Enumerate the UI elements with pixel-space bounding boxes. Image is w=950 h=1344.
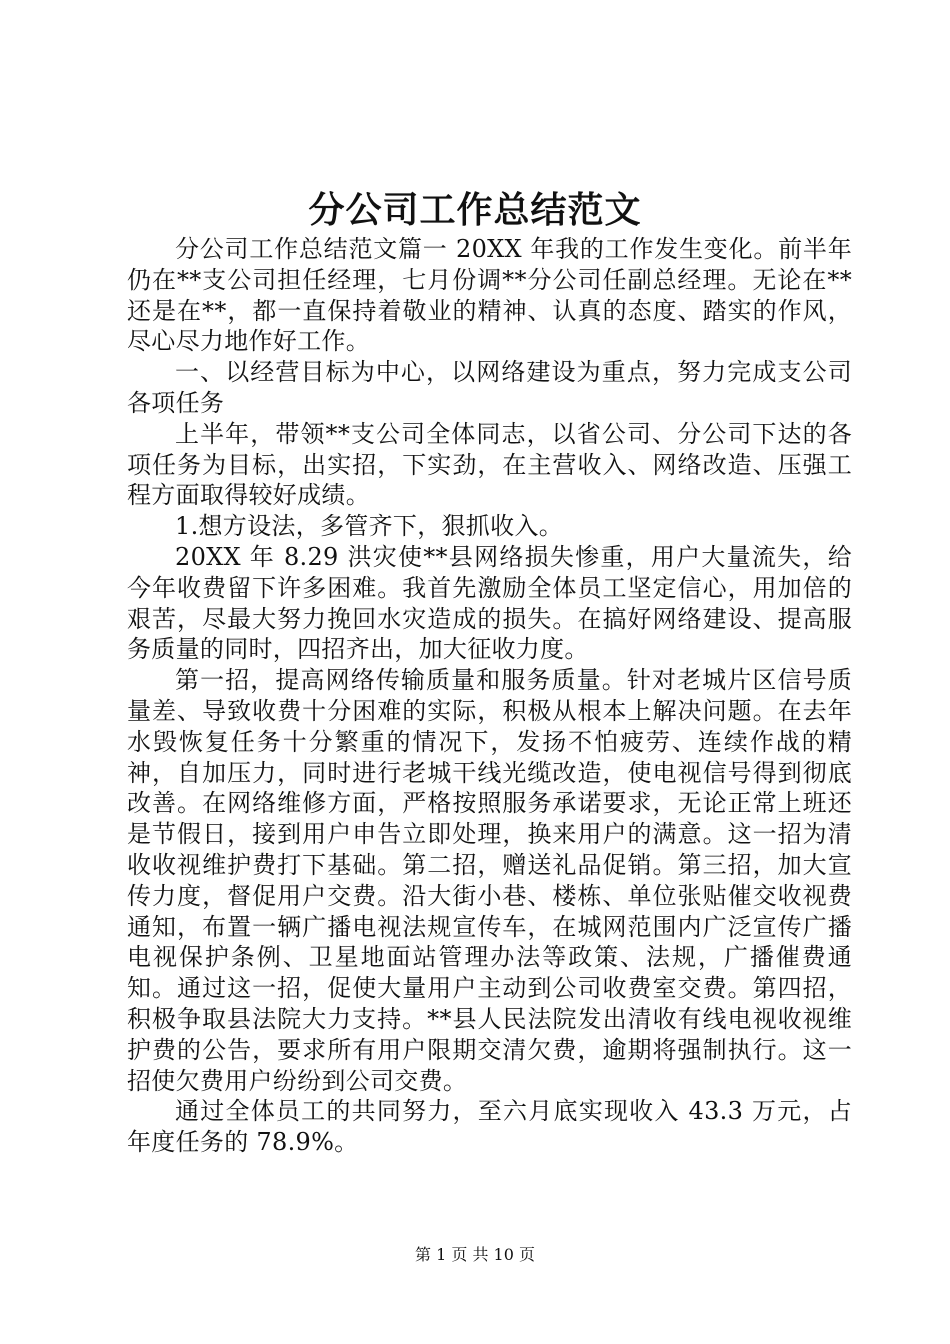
paragraph-four-measures: 第一招，提高网络传输质量和服务质量。针对老城片区信号质量差、导致收费十分困难的实际，积极从根本上解决问题。在去年水毁恢复任务十分繁重的情况下，发扬不怕疲劳、连续作战的精神，自加压力，同时进行老城干线光缆改造，使电视信号得到彻底改善。在网络维修方面，严格按照服务承诺要求，无论正常上班还是节假日，接到用户申告立即处理，换来用户的满意。这一招为清收收视维护费打下基础。第二招，赠送礼品促销。第三招，加大宣传力度，督促用户交费。沿大街小巷、楼栋、单位张贴催交收视费通知，布置一辆广播电视法规宣传车，在城网范围内广泛宣传广播电视保护条例、卫星地面站管理办法等政策、法规，广播催费通知。通过这一招，促使大量用户主动到公司收费室交费。第四招，积极争取县法院大力支持。**县人民法院发出清收有线电视收视维护费的公告，要求所有用户限期交清欠费，逾期将强制执行。这一招使欠费用户纷纷到公司交费。 xyxy=(127,666,852,1095)
paragraph-flood: 20XX 年 8.29 洪灾使**县网络损失惨重，用户大量流失，给今年收费留下许多困难。我首先激励全体员工坚定信心，用加倍的艰苦，尽最大努力挽回水灾造成的损失。在搞好网络建设、提高服务质量的同时，四招齐出，加大征收力度。 xyxy=(127,542,852,664)
page-total: 共 10 页 xyxy=(472,1245,535,1264)
paragraph-first-half: 上半年，带领**支公司全体同志，以省公司、分公司下达的各项任务为目标，出实招，下实劲，在主营收入、网络改造、压强工程方面取得较好成绩。 xyxy=(127,419,852,510)
paragraph-result: 通过全体员工的共同努力，至六月底实现收入 43.3 万元，占年度任务的 78.9%。 xyxy=(127,1097,852,1157)
document-title: 分公司工作总结范文 xyxy=(308,189,642,231)
paragraph-subheading: 1.想方设法，多管齐下，狠抓收入。 xyxy=(175,512,563,541)
page-footer xyxy=(0,1243,950,1267)
paragraph-section-heading: 一、以经营目标为中心，以网络建设为重点，努力完成支公司各项任务 xyxy=(127,358,852,417)
document-body xyxy=(127,234,852,1158)
paragraph-intro: 分公司工作总结范文篇一 20XX 年我的工作发生变化。前半年仍在**支公司担任经理，七月份调**分公司任副总经理。无论在**还是在**，都一直保持着敬业的精神、认真的态度、踏实的作风，尽心尽力地作好工作。 xyxy=(127,235,852,356)
page-number: 第 1 页 xyxy=(415,1245,468,1264)
